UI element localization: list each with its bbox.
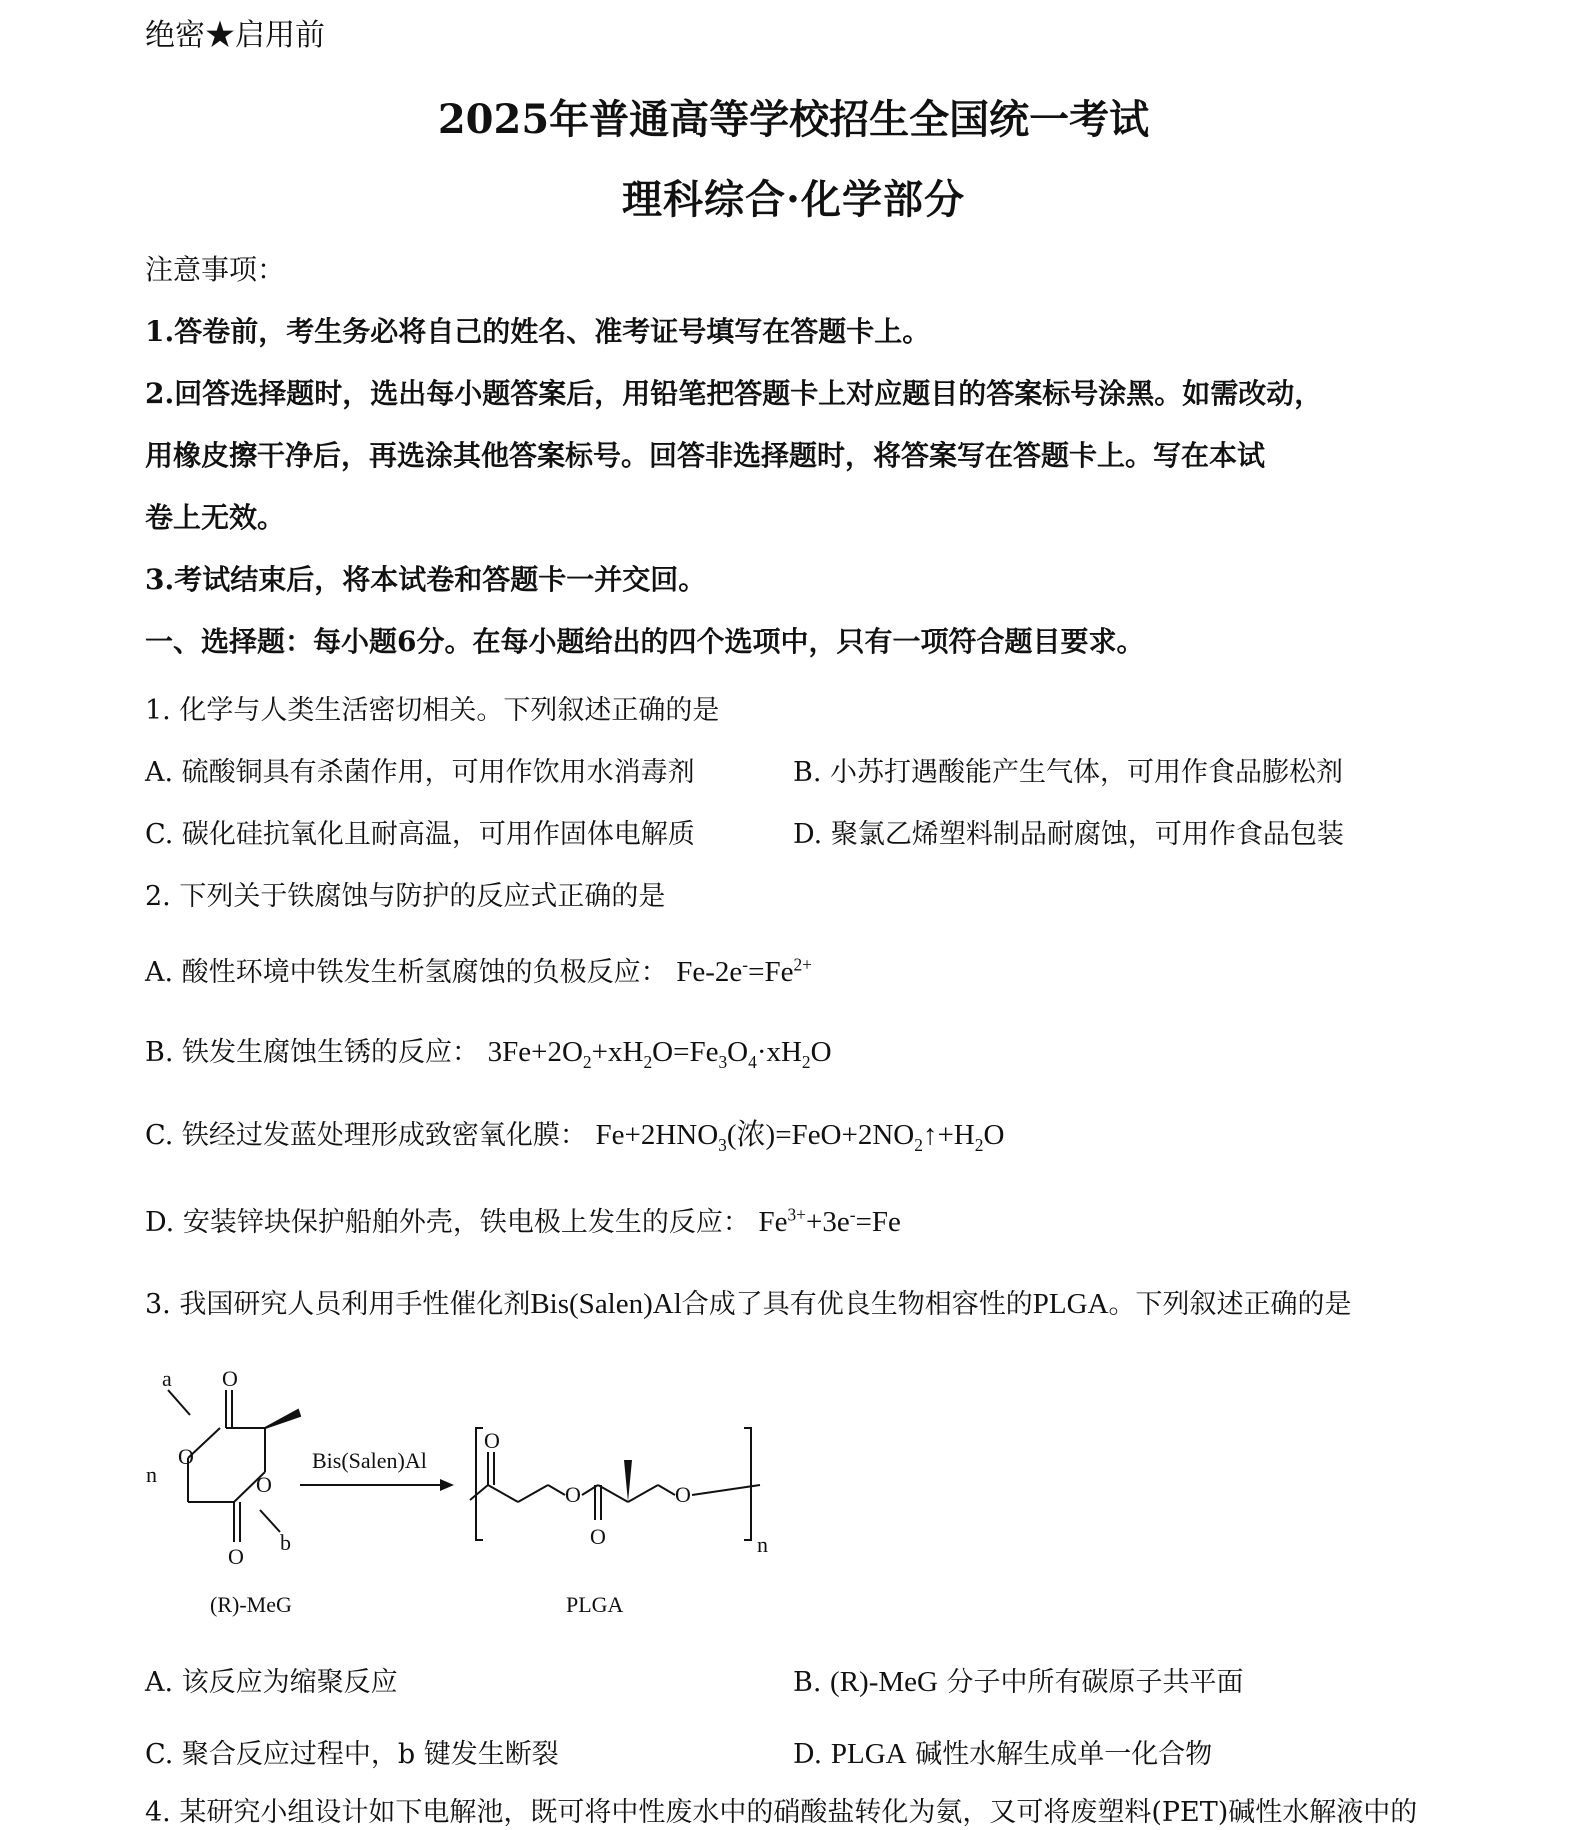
- bond-b-arrow: [260, 1510, 280, 1532]
- confidential-mark: 绝密★启用前: [145, 18, 325, 53]
- q2-option-b-equation: $3Fe+2O_2+xH_2O=Fe_3O_4\cdot xH_2O$: [487, 1036, 832, 1072]
- q2-option-c-conc: 浓: [736, 1119, 766, 1151]
- q2-stem: 2. 下列关于铁腐蚀与防护的反应式正确的是: [145, 881, 666, 912]
- monomer-label: (R)-MeG: [210, 1592, 292, 1617]
- q3-option-c: C. 聚合反应过程中，b 键发生断裂: [145, 1739, 559, 1770]
- q2-option-d-text: D. 安装锌块保护船舶外壳，铁电极上发生的反应：: [145, 1207, 750, 1238]
- chain-bond: [470, 1485, 488, 1500]
- polymer-o-top: O: [484, 1428, 500, 1453]
- exam-subtitle: 理科综合·化学部分: [622, 176, 965, 223]
- monomer-o-top: O: [222, 1366, 238, 1391]
- q2-option-b-text: B. 铁发生腐蚀生锈的反应：: [145, 1037, 480, 1068]
- q2-option-c-equation: $Fe+2HNO_3$(浓)$=FeO+2NO_2↑+H_2O$: [595, 1119, 1005, 1155]
- q3-stem-part-c: 。下列叙述正确的是: [1108, 1289, 1352, 1320]
- note-item-2-line-1: 2.回答选择题时，选出每小题答案后，用铅笔把答题卡上对应题目的答案标号涂黑。如需改动，: [145, 377, 1323, 410]
- bond-a-arrow: [168, 1390, 190, 1415]
- q3-option-b: [793, 1660, 1244, 1699]
- chain-bond: [518, 1485, 548, 1502]
- q3-catalyst: Bis(Salen)Al: [530, 1288, 682, 1320]
- note-item-2-line-3: 卷上无效。: [145, 501, 286, 534]
- chain-bond: [598, 1485, 628, 1502]
- note-item-2-line-2: 用橡皮擦干净后，再选涂其他答案标号。回答非选择题时，将答案写在答题卡上。写在本试: [145, 439, 1266, 472]
- q1-option-c: C. 碳化硅抗氧化且耐高温，可用作固体电解质: [145, 819, 695, 850]
- q1-option-d: D. 聚氯乙烯塑料制品耐腐蚀，可用作食品包装: [793, 819, 1344, 850]
- chain-bond: [548, 1485, 565, 1495]
- q1-option-b: B. 小苏打遇酸能产生气体，可用作食品膨松剂: [793, 757, 1344, 788]
- q1-option-a: A. 硫酸铜具有杀菌作用，可用作饮用水消毒剂: [145, 757, 695, 788]
- chain-bond: [488, 1485, 518, 1502]
- q2-option-a-text: A. 酸性环境中铁发生析氢腐蚀的负极反应：: [145, 957, 668, 988]
- q2-option-d: [145, 1200, 901, 1239]
- exam-title: 2025年普通高等学校招生全国统一考试: [437, 96, 1150, 143]
- polymer-o-bottom: O: [590, 1524, 606, 1549]
- q3-option-b-text: 分子中所有碳原子共平面: [946, 1667, 1244, 1698]
- polymer-label: PLGA: [566, 1592, 624, 1617]
- q2-option-d-equation: $Fe^{3+}+3e^-=Fe$: [758, 1204, 901, 1238]
- q3-polymer: PLGA: [1032, 1288, 1109, 1320]
- q2-option-c: [145, 1112, 1004, 1156]
- q4-stem: 4. 某研究小组设计如下电解池，既可将中性废水中的硝酸盐转化为氨，又可将废塑料(PET)碱性水解液中的: [145, 1797, 1418, 1828]
- section-1-heading: 一、选择题：每小题6分。在每小题给出的四个选项中，只有一项符合题目要求。: [145, 625, 1145, 658]
- q2-option-a-equation: $Fe-2e^-=Fe^{2+}$: [676, 954, 812, 988]
- monomer-o-left: O: [178, 1444, 194, 1469]
- chain-bond: [658, 1485, 675, 1495]
- wedge-methyl: [624, 1460, 632, 1502]
- bracket-right: [744, 1428, 751, 1540]
- chain-bond: [628, 1485, 658, 1502]
- bond-label-a: a: [162, 1366, 172, 1391]
- monomer-n: n: [146, 1462, 157, 1487]
- wedge-methyl: [265, 1410, 300, 1428]
- q3-option-a: A. 该反应为缩聚反应: [145, 1667, 398, 1698]
- polymer-n: n: [757, 1532, 768, 1557]
- polymer-structure: [470, 1428, 760, 1540]
- q2-option-c-text: C. 铁经过发蓝处理形成致密氧化膜：: [145, 1120, 587, 1151]
- q3-stem-part-b: 合成了具有优良生物相容性的: [681, 1289, 1033, 1320]
- q3-option-d-molecule: PLGA: [830, 1738, 907, 1770]
- q1-stem: 1. 化学与人类生活密切相关。下列叙述正确的是: [145, 695, 720, 726]
- q3-option-d-letter: D.: [793, 1739, 823, 1770]
- q3-option-d-text: 碱性水解生成单一化合物: [915, 1739, 1213, 1770]
- note-item-3: 3.考试结束后，将本试卷和答题卡一并交回。: [145, 563, 707, 596]
- note-item-1: 1.答卷前，考生务必将自己的姓名、准考证号填写在答题卡上。: [145, 315, 931, 348]
- reaction-arrow-head: [440, 1479, 454, 1491]
- q3-option-b-letter: B.: [793, 1667, 822, 1698]
- q2-option-a: [145, 950, 812, 989]
- q3-option-d: [793, 1732, 1212, 1771]
- notes-heading: 注意事项：: [145, 253, 286, 286]
- q3-stem: [145, 1282, 1352, 1321]
- chain-bond: [692, 1485, 760, 1495]
- polymer-o-ester-2: O: [675, 1482, 691, 1507]
- q3-option-b-molecule: (R)-MeG: [830, 1666, 938, 1698]
- reaction-scheme: [140, 1360, 820, 1620]
- monomer-o-bottom: O: [228, 1544, 244, 1569]
- arrow-catalyst-label: Bis(Salen)Al: [312, 1448, 427, 1473]
- bond-label-b: b: [280, 1530, 291, 1555]
- monomer-o-ring: O: [256, 1472, 272, 1497]
- q2-option-b: [145, 1030, 832, 1073]
- q3-stem-part-a: 3. 我国研究人员利用手性催化剂: [145, 1289, 531, 1320]
- bracket-left: [476, 1428, 483, 1540]
- polymer-o-ester-1: O: [565, 1482, 581, 1507]
